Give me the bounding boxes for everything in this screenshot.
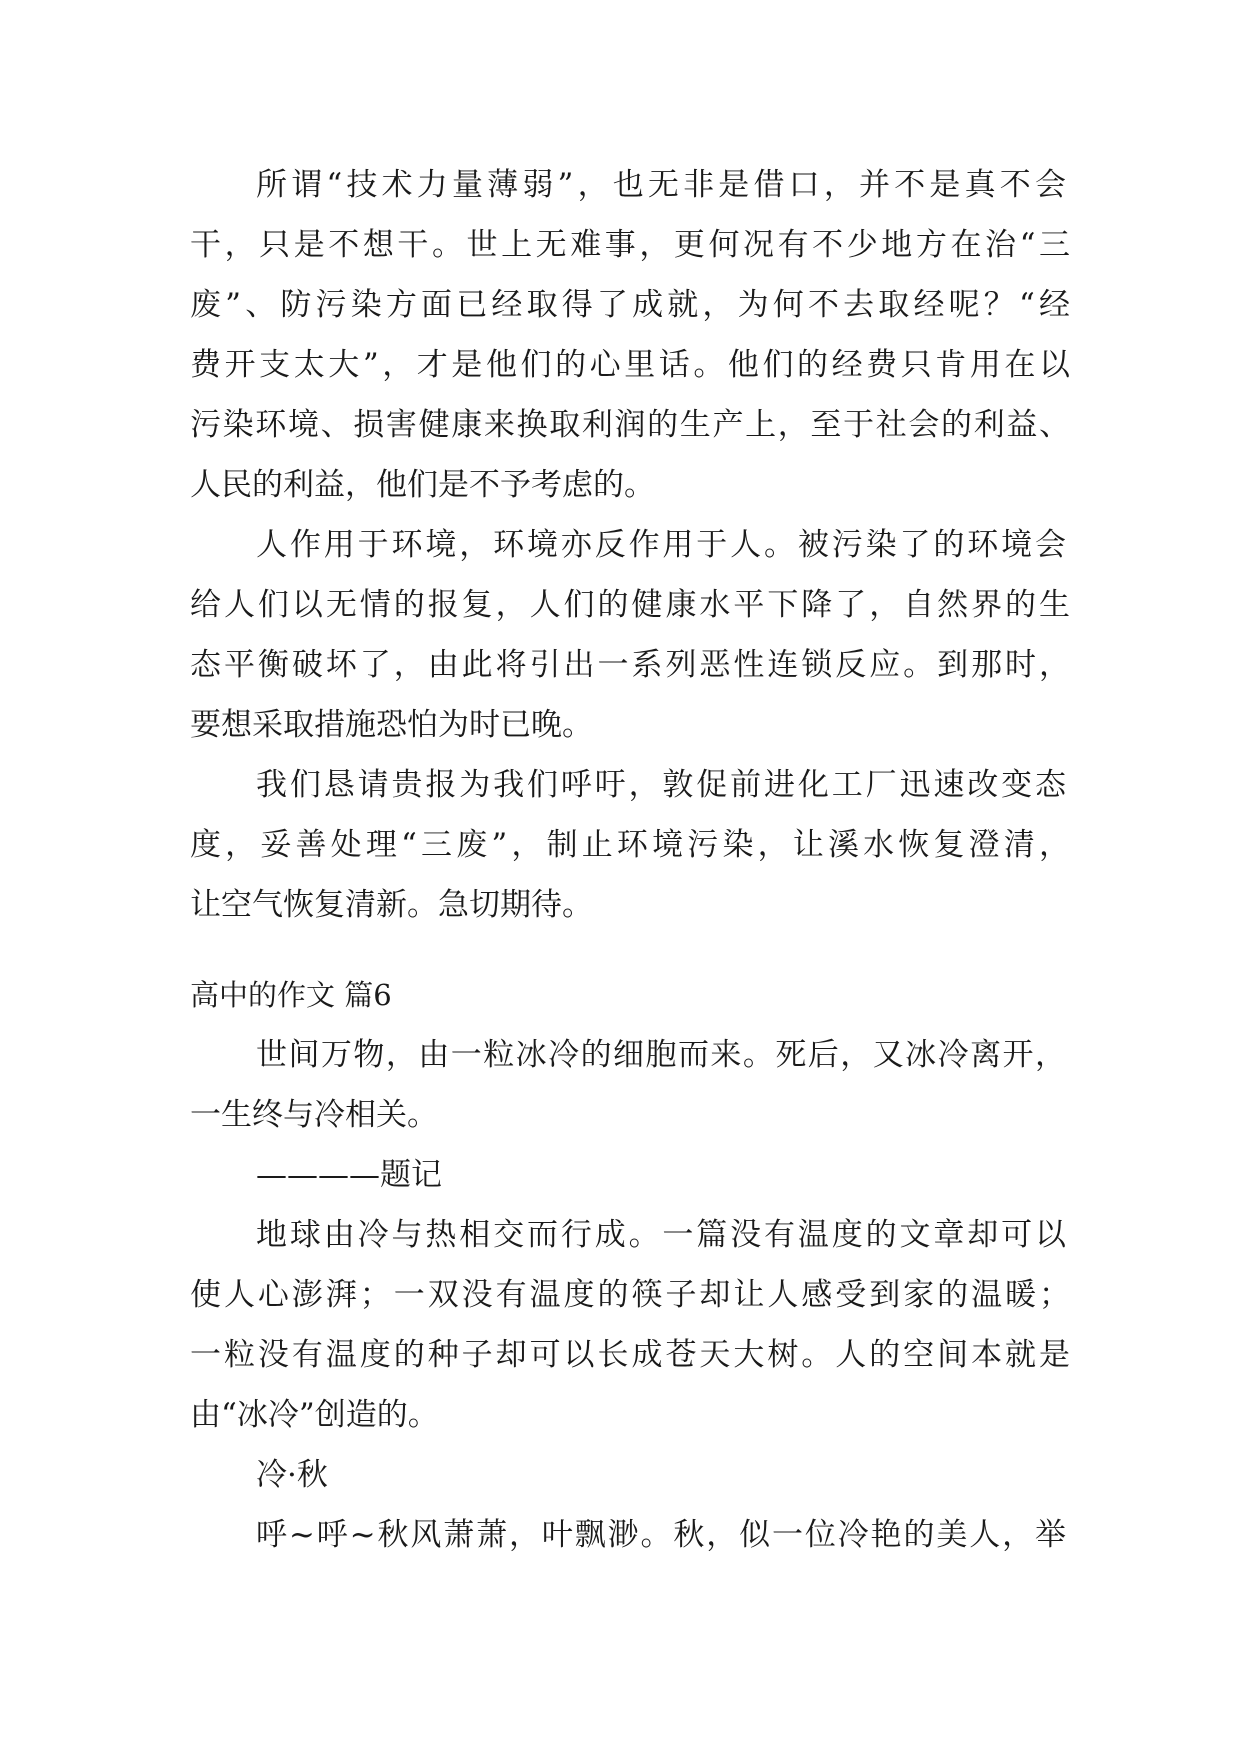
paragraph-line: 一生终与冷相关。: [190, 1097, 438, 1133]
paragraph-line: 由“冰冷”创造的。: [190, 1397, 439, 1433]
epigraph-attribution: ————题记: [256, 1157, 442, 1193]
paragraph-line: 废”、防污染方面已经取得了成就，为何不去取经呢？“经: [190, 287, 1070, 323]
paragraph-line: 世间万物，由一粒冰冷的细胞而来。死后，又冰冷离开，: [256, 1037, 1066, 1073]
paragraph-line: 地球由冷与热相交而行成。一篇没有温度的文章却可以: [256, 1217, 1066, 1253]
paragraph-line: 态平衡破坏了，由此将引出一系列恶性连锁反应。到那时，: [190, 647, 1070, 683]
paragraph-line: 呼~呼~秋风萧萧，叶飘渺。秋，似一位冷艳的美人，举: [256, 1517, 1066, 1553]
paragraph-line: 使人心澎湃；一双没有温度的筷子却让人感受到家的温暖；: [190, 1277, 1070, 1313]
paragraph-line: 让空气恢复清新。急切期待。: [190, 887, 593, 923]
paragraph-line: 污染环境、损害健康来换取利润的生产上，至于社会的利益、: [190, 407, 1070, 443]
paragraph-line: 度，妥善处理“三废”，制止环境污染，让溪水恢复澄清，: [190, 827, 1070, 863]
section-heading: 高中的作文 篇6: [190, 978, 392, 1012]
paragraph-line: 人民的利益，他们是不予考虑的。: [190, 467, 655, 503]
paragraph-line: 干，只是不想干。世上无难事，更何况有不少地方在治“三: [190, 227, 1070, 263]
paragraph-line: 一粒没有温度的种子却可以长成苍天大树。人的空间本就是: [190, 1337, 1070, 1373]
paragraph-line: 我们恳请贵报为我们呼吁，敦促前进化工厂迅速改变态: [256, 767, 1066, 803]
subsection-title: 冷·秋: [256, 1457, 328, 1493]
paragraph-line: 人作用于环境，环境亦反作用于人。被污染了的环境会: [256, 527, 1066, 563]
paragraph-line: 要想采取措施恐怕为时已晚。: [190, 707, 593, 743]
paragraph-line: 给人们以无情的报复，人们的健康水平下降了，自然界的生: [190, 587, 1070, 623]
paragraph-line: 所谓“技术力量薄弱”，也无非是借口，并不是真不会: [256, 167, 1066, 203]
paragraph-line: 费开支太大”，才是他们的心里话。他们的经费只肯用在以: [190, 347, 1070, 383]
